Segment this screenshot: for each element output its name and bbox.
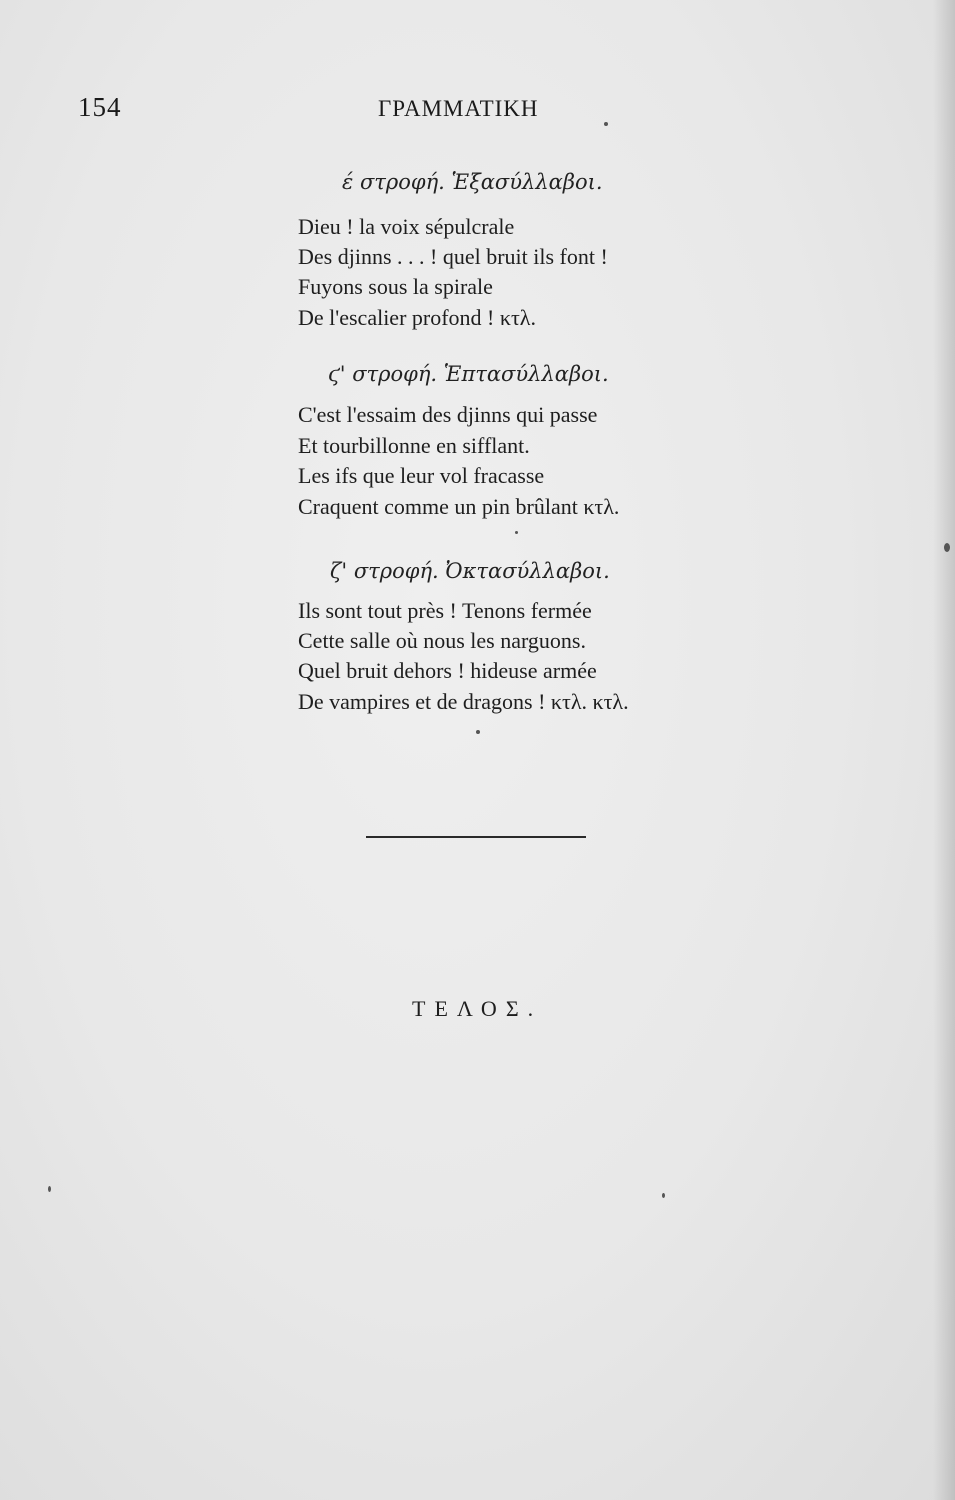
page-edge-shadow	[933, 0, 955, 1500]
print-speck	[476, 730, 480, 734]
page-number: 154	[78, 92, 122, 122]
stanza-3-line-4: De vampires et de dragons ! κτλ. κτλ.	[298, 689, 629, 714]
stanza-1-heading: έ στροφή. Ἑξασύλλαβοι.	[342, 170, 603, 194]
stanza-2-line-2: Et tourbillonne en sifflant.	[298, 433, 530, 458]
stanza-3-line-1: Ils sont tout près ! Tenons fermée	[298, 598, 592, 623]
print-speck	[515, 531, 518, 534]
stanza-2-line-4: Craquent comme un pin brûlant κτλ.	[298, 494, 620, 519]
print-speck	[662, 1193, 665, 1198]
print-speck	[944, 543, 950, 552]
stanza-3-line-2: Cette salle où nous les narguons.	[298, 628, 586, 653]
stanza-1-line-3: Fuyons sous la spirale	[298, 274, 493, 299]
stanza-1-line-2: Des djinns . . . ! quel bruit ils font !	[298, 244, 608, 269]
stanza-3-heading: ζ' στροφή. Ὀκτασύλλαβοι.	[330, 559, 610, 583]
end-rule	[366, 836, 586, 838]
running-head: ΓΡΑΜΜΑΤΙΚΗ	[378, 96, 539, 121]
print-speck	[48, 1186, 51, 1192]
closing-word: ΤΕΛΟΣ.	[412, 996, 543, 1021]
stanza-2-line-1: C'est l'essaim des djinns qui passe	[298, 402, 598, 427]
stanza-1-line-1: Dieu ! la voix sépulcrale	[298, 214, 515, 239]
stanza-3-line-3: Quel bruit dehors ! hideuse armée	[298, 658, 597, 683]
stanza-1-line-4: De l'escalier profond ! κτλ.	[298, 305, 536, 330]
stanza-2-heading: ϛ' στροφή. Ἑπτασύλλαβοι.	[328, 362, 609, 386]
print-speck	[604, 122, 608, 126]
stanza-2-line-3: Les ifs que leur vol fracasse	[298, 463, 545, 488]
